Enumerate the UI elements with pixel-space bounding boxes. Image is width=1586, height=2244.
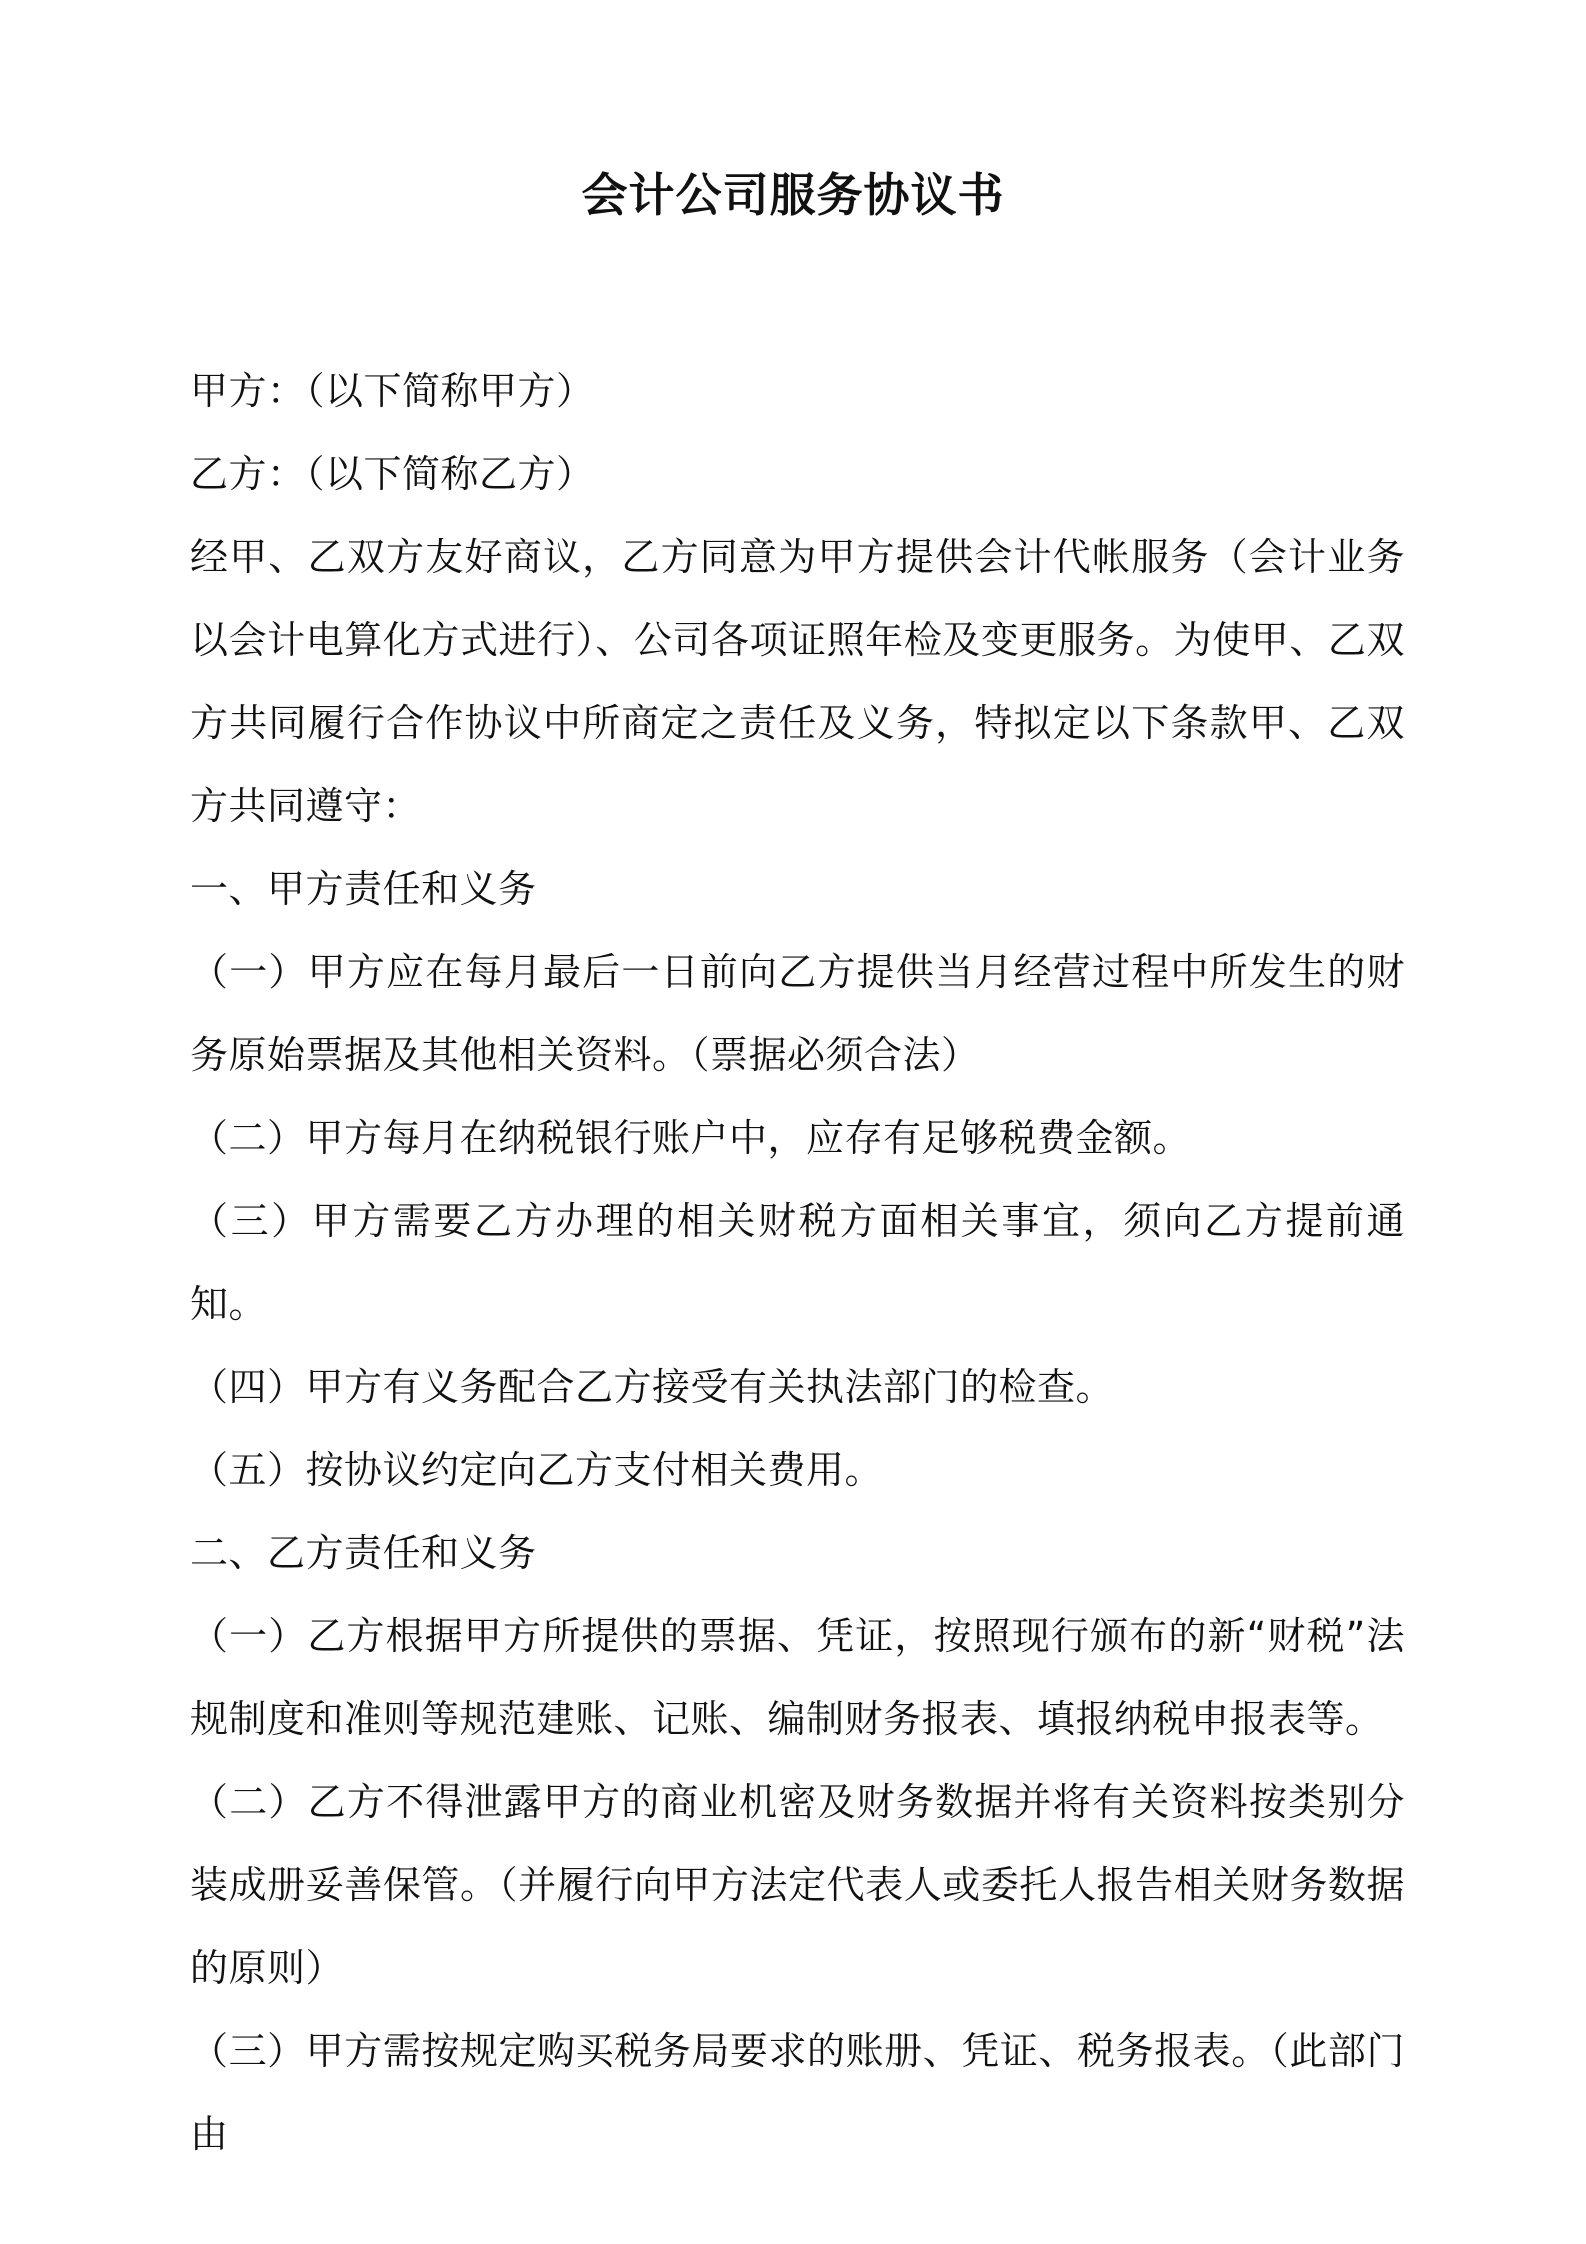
- party-b-line: 乙方：（以下简称乙方）: [190, 452, 595, 496]
- section-heading-party-b: 二、乙方责任和义务: [190, 1531, 537, 1575]
- section1-item-2: （二）甲方每月在纳税银行账户中，应存有足够税费金额。: [190, 1116, 1192, 1160]
- section1-item-4: （四）甲方有义务配合乙方接受有关执法部门的检查。: [190, 1365, 1115, 1409]
- document-title: 会计公司服务协议书: [581, 168, 1005, 222]
- section1-item-3: （三）甲方需要乙方办理的相关财税方面相关事宜，须向乙方提前通知。: [190, 1199, 1405, 1326]
- section2-item-3: （三）甲方需按规定购买税务局要求的账册、凭证、税务报表。（此部门由: [190, 2029, 1405, 2156]
- section1-item-1: （一）甲方应在每月最后一日前向乙方提供当月经营过程中所发生的财务原始票据及其他相关资料。（票据必须合法）: [190, 950, 1405, 1077]
- section1-item-5: （五）按协议约定向乙方支付相关费用。: [190, 1448, 884, 1492]
- party-a-line: 甲方：（以下简称甲方）: [190, 369, 595, 413]
- section-heading-party-a: 一、甲方责任和义务: [190, 867, 537, 911]
- intro-paragraph: 经甲、乙双方友好商议，乙方同意为甲方提供会计代帐服务（会计业务以会计电算化方式进行）、公司各项证照年检及变更服务。为使甲、乙双方共同履行合作协议中所商定之责任及义务，特拟定以下条款甲、乙双方共同遵守：: [190, 535, 1405, 828]
- section2-item-1: （一）乙方根据甲方所提供的票据、凭证，按照现行颁布的新“财税”法规制度和准则等规范建账、记账、编制财务报表、填报纳税申报表等。: [190, 1614, 1405, 1741]
- document-body: [190, 350, 1405, 2176]
- section2-item-2: （二）乙方不得泄露甲方的商业机密及财务数据并将有关资料按类别分装成册妥善保管。（并履行向甲方法定代表人或委托人报告相关财务数据的原则）: [190, 1780, 1405, 1990]
